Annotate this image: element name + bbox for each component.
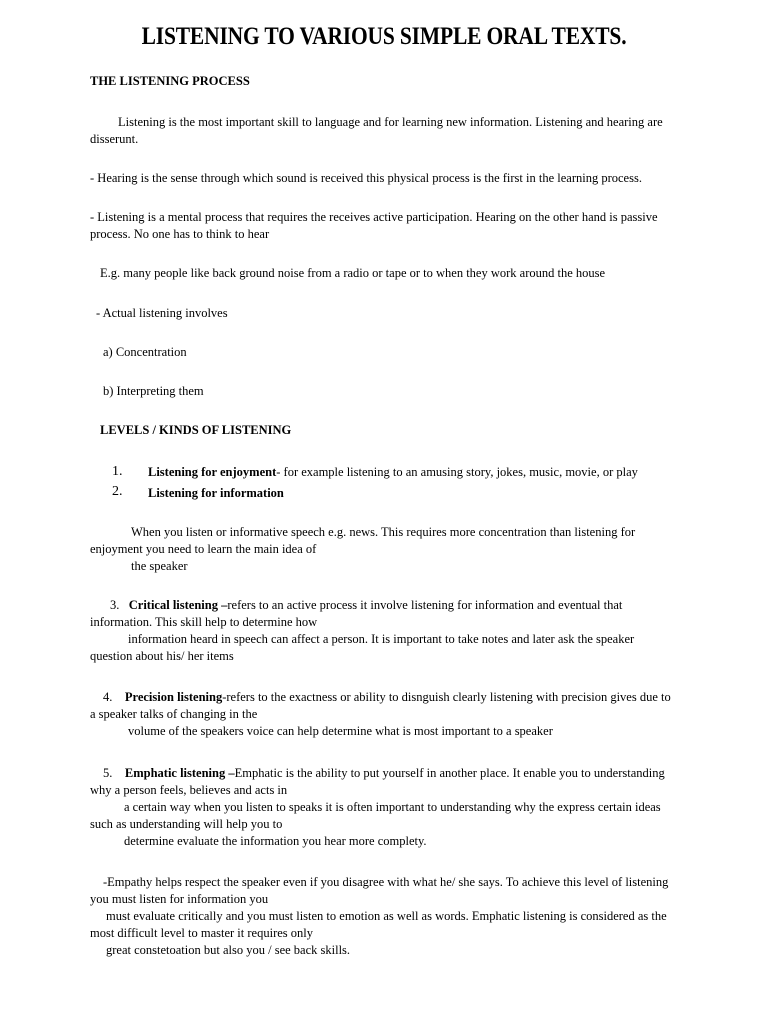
critical-number: 3. <box>110 598 120 612</box>
empathy-line-3: must evaluate critically and you must listen to emotion as well as words. Emphatic listening is considered as the <box>106 909 667 923</box>
precision-line-1: -refers to the exactness or ability to disnguish clearly listening with precision gives due to <box>222 690 671 704</box>
list-item-interpreting: b) Interpreting them <box>103 384 204 398</box>
paragraph-hearing: - Hearing is the sense through which sound is received this physical process is the first in the learning process. <box>90 171 642 185</box>
emphatic-line-5: determine evaluate the information you hear more complety. <box>124 834 427 848</box>
intro-text: Listening is the most important skill to language and for learning new information. Listening and hearing are disserunt. <box>90 115 663 146</box>
paragraph-critical-listening <box>90 597 690 665</box>
paragraph-actual-listening: - Actual listening involves <box>96 306 228 320</box>
page-title: LISTENING TO VARIOUS SIMPLE ORAL TEXTS. <box>141 23 627 50</box>
empathy-line-1: -Empathy helps respect the speaker even if you disagree with what he/ she says. To achieve this level of listening <box>103 875 669 889</box>
empathy-line-5: great constetoation but also you / see back skills. <box>106 943 351 957</box>
critical-title: Critical listening – <box>128 598 228 612</box>
level-1-item <box>148 464 748 481</box>
information-line-3: the speaker <box>131 559 188 573</box>
information-line-1: When you listen or informative speech e.g. news. This requires more concentration than listening for <box>131 525 636 539</box>
emphatic-line-3: a certain way when you listen to speaks it is often important to understanding why the express certain ideas <box>124 800 661 814</box>
precision-number: 4. <box>103 690 113 704</box>
paragraph-information <box>90 524 690 575</box>
emphatic-line-1: Emphatic is the ability to put yourself in another place. It enable you to understanding <box>234 766 665 780</box>
critical-line-3: information heard in speech can affect a person. It is important to take notes and later ask the speaker <box>128 632 635 646</box>
level-1-title: Listening for enjoyment <box>148 465 277 479</box>
paragraph-emphatic-listening <box>90 765 690 850</box>
paragraph-intro <box>90 114 690 148</box>
paragraph-empathy <box>90 874 690 959</box>
information-line-2: enjoyment you need to learn the main idea of <box>90 542 317 556</box>
level-2-number: 2. <box>112 484 123 499</box>
precision-line-2: a speaker talks of changing in the <box>90 707 258 721</box>
critical-line-1: refers to an active process it involve listening for information and eventual that <box>227 598 623 612</box>
empathy-line-2: you must listen for information you <box>90 892 269 906</box>
level-1-number: 1. <box>112 464 123 479</box>
emphatic-line-4: such as understanding will help you to <box>90 817 283 831</box>
level-2-item <box>148 485 748 502</box>
paragraph-listening-mental: - Listening is a mental process that requires the receives active participation. Hearing on the other hand is passive process. No one has to think to hear <box>90 210 658 241</box>
emphatic-line-2: why a person feels, believes and acts in <box>90 783 288 797</box>
section-heading-levels: LEVELS / KINDS OF LISTENING <box>100 423 292 437</box>
critical-line-4: question about his/ her items <box>90 649 234 663</box>
level-2-title: Listening for information <box>148 486 284 500</box>
precision-title: Precision listening <box>124 690 223 704</box>
paragraph-example: E.g. many people like back ground noise from a radio or tape or to when they work around the house <box>100 266 606 280</box>
emphatic-title: Emphatic listening – <box>124 766 235 780</box>
section-heading-listening-process: THE LISTENING PROCESS <box>90 74 250 88</box>
precision-line-3: volume of the speakers voice can help determine what is most important to a speaker <box>128 724 553 738</box>
emphatic-number: 5. <box>103 766 113 780</box>
critical-line-2: information. This skill help to determine how <box>90 615 318 629</box>
list-item-concentration: a) Concentration <box>103 345 187 359</box>
level-1-text: - for example listening to an amusing story, jokes, music, movie, or play <box>276 465 638 479</box>
paragraph-precision-listening <box>90 689 690 740</box>
empathy-line-4: most difficult level to master it requires only <box>90 926 313 940</box>
